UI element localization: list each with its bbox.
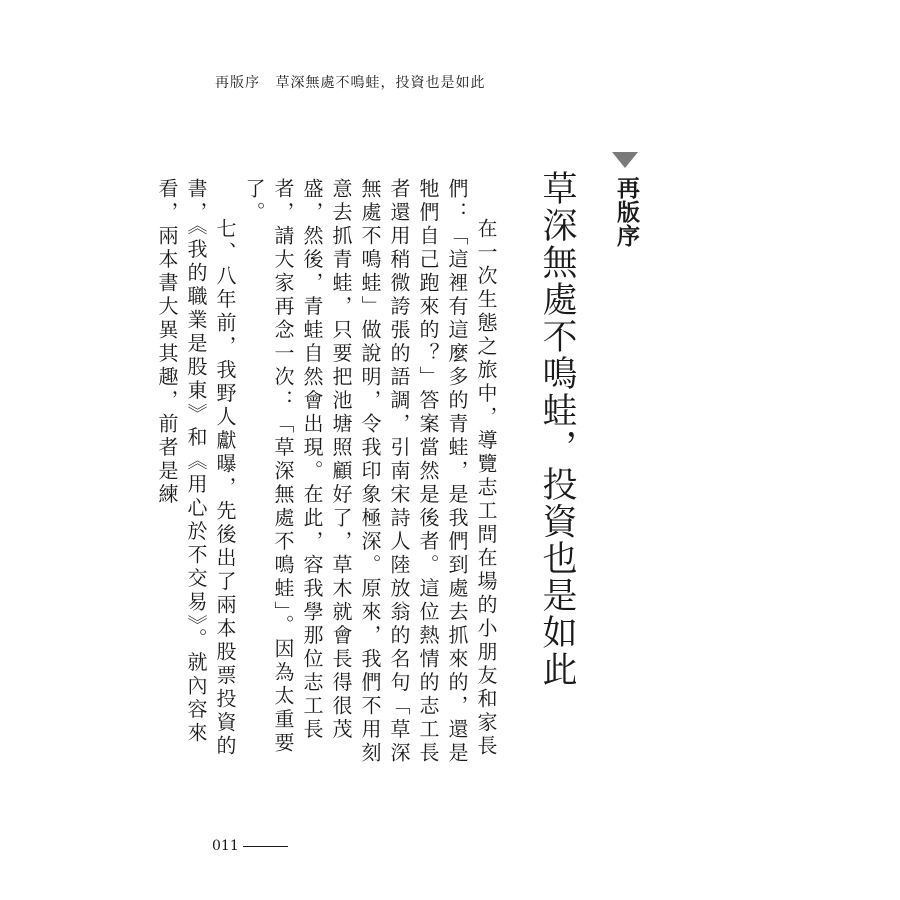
paragraph-2: 七、八年前，我野人獻曝，先後出了兩本股票投資的書，《我的職業是股東》和《用心於不交易》。就內容來看，兩本書大異其趣，前者是練 (155, 178, 237, 759)
body-text (155, 178, 500, 778)
section-marker-triangle-icon (612, 152, 638, 168)
chapter-title: 草深無處不鳴蛙，投資也是如此 (537, 170, 577, 688)
section-label: 再版序 (613, 176, 639, 248)
running-head-title: 草深無處不鳴蛙，投資也是如此 (275, 75, 486, 91)
running-head (215, 72, 485, 92)
folio-rule (243, 846, 288, 847)
paragraph-1: 在一次生態之旅中，導覽志工問在場的小朋友和家長們：「這裡有這麼多的青蛙，是我們到處去抓來的，還是牠們自己跑來的？」答案當然是後者。這位熱情的志工長者還用稍微誇張的語調，引南宋詩人陸放翁的名句「草深無處不鳴蛙」做說明，令我印象極深。原來，我們不用刻意去抓青蛙，只要把池塘照顧好了，草木就會長得很茂盛，然後，青蛙自然會出現。在此，容我學那位志工長者，請大家再念一次：「草深無處不鳴蛙」。因為太重要了。 (242, 178, 498, 766)
running-head-label: 再版序 (215, 75, 260, 91)
page-number (212, 838, 288, 854)
page-number-text: 011 (212, 838, 239, 854)
